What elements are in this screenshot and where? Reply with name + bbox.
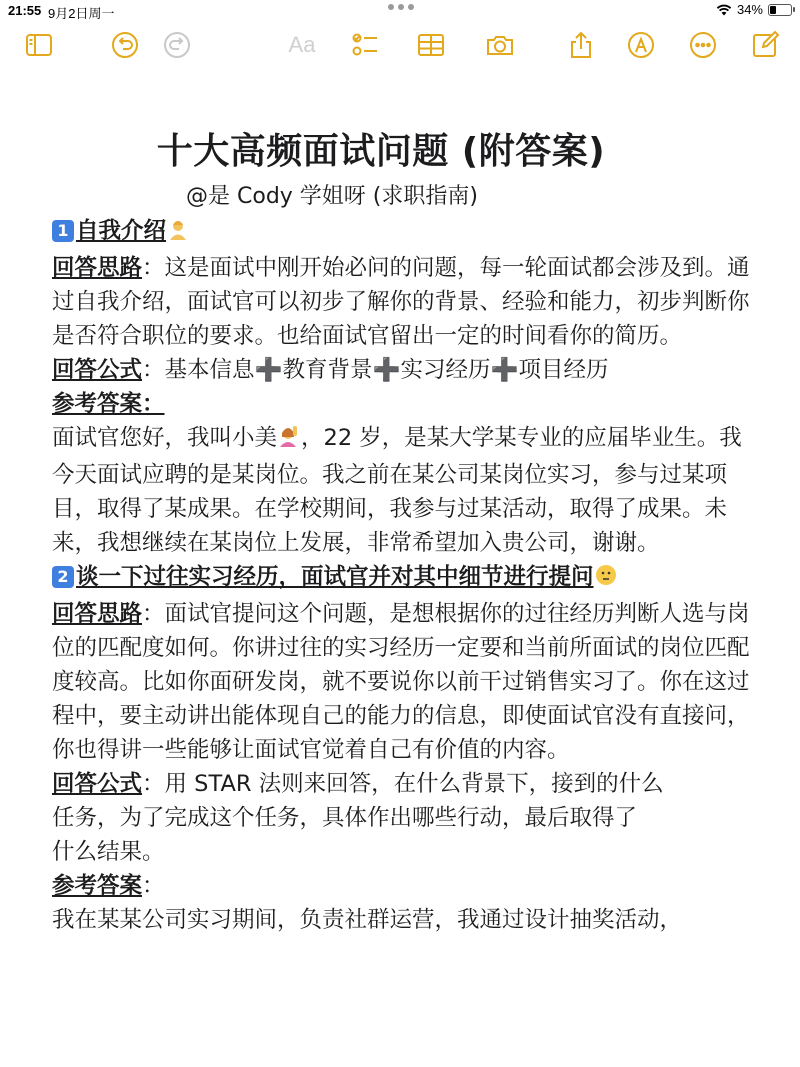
q1-approach-label: 回答思路 <box>52 255 143 281</box>
q1-formula-text: ：基本信息➕教育背景➕实习经历➕项目经历 <box>142 357 609 383</box>
q2-heading-line <box>52 560 762 597</box>
q2-approach-text: ：面试官提问这个问题，是想根据你的过往经历判断人选与岗位的匹配度如何。你讲过往的实习经历一定要和当前所面试的岗位匹配度较高。比如你面研发岗，就不要说你以前干过销售实习了。你在这过程中，要主动讲出能体现自己的能力的信息，即使面试官没有直接问，你也得讲一些能够让面试官觉着自己有价值的内容。 <box>52 601 750 763</box>
q1-heading-line <box>52 214 762 251</box>
q1-answer-label-line <box>52 387 762 421</box>
q1-answer <box>52 421 762 560</box>
q1-answer-text-1: 面试官您好，我叫小美 <box>52 425 278 451</box>
keycap-number-badge: 2 <box>52 566 74 588</box>
multitasking-dots[interactable] <box>388 4 414 10</box>
q2-answer-label: 参考答案 <box>52 873 143 899</box>
raising-hand-emoji-icon <box>277 424 301 458</box>
status-bar <box>0 0 800 22</box>
format-icon[interactable]: Aa <box>288 32 316 57</box>
checklist-icon[interactable] <box>348 28 382 62</box>
q2-formula <box>52 767 762 869</box>
camera-icon[interactable] <box>483 28 517 62</box>
share-icon[interactable] <box>564 28 598 62</box>
wifi-icon <box>716 4 732 16</box>
keycap-number-badge: 1 <box>52 220 74 242</box>
q2-answer-label-line <box>52 869 762 903</box>
table-icon[interactable] <box>414 28 448 62</box>
q2-answer <box>52 903 762 937</box>
q1-approach <box>52 251 762 353</box>
q1-formula <box>52 353 762 387</box>
markup-pen-icon[interactable] <box>624 28 658 62</box>
q2-formula-label: 回答公式 <box>52 771 143 797</box>
q1-answer-text-2: ，22 岁，是某大学某专业的应届毕业生。我今天面试应聘的是某岗位。我之前在某公司某岗位实习，参与过某项目，取得了某成果。在学校期间，我参与过某活动，取得了成果。未来，我想继续在某岗位上发展，非常希望加入贵公司，谢谢。 <box>52 425 742 556</box>
q1-answer-label: 参考答案： <box>52 391 165 417</box>
q2-answer-text: 我在某某公司实习期间，负责社群运营，我通过设计抽奖活动， <box>52 907 683 933</box>
q2-approach-label: 回答思路 <box>52 601 143 627</box>
q2-formula-text-2: 任务，为了完成这个任务，具体作出哪些行动，最后取得了 <box>52 805 638 831</box>
person-emoji-icon <box>166 217 190 251</box>
battery-icon <box>768 4 792 16</box>
note-byline: @是 Cody 学姐呀 (求职指南) <box>186 184 478 209</box>
status-time: 21:55 <box>8 3 42 18</box>
redo-icon[interactable] <box>160 28 194 62</box>
q1-approach-text: ：这是面试中刚开始必问的问题，每一轮面试都会涉及到。通过自我介绍，面试官可以初步了解你的背景、经验和能力，初步判断你是否符合职位的要求。也给面试官留出一定的时间看你的简历。 <box>52 255 750 349</box>
battery-percent: 34% <box>736 2 763 17</box>
note-title: 十大高频面试问题 (附答案) <box>156 131 606 172</box>
q1-heading: 自我介绍 <box>76 218 167 244</box>
q2-approach <box>52 597 762 767</box>
undo-icon[interactable] <box>108 28 142 62</box>
q2-formula-text-3: 什么结果。 <box>52 839 165 865</box>
status-right <box>716 2 792 17</box>
note-body[interactable] <box>52 128 762 937</box>
status-date: 9月2日周一 <box>48 6 115 21</box>
q2-formula-text-1: ：用 STAR 法则来回答，在什么背景下，接到的什么 <box>142 771 664 797</box>
compose-icon[interactable] <box>748 28 782 62</box>
q2-heading: 谈一下过往实习经历，面试官并对其中细节进行提问 <box>76 564 594 590</box>
bottom-fade <box>0 1025 800 1067</box>
notes-toolbar <box>0 24 800 64</box>
thinking-face-emoji-icon <box>594 563 618 597</box>
q1-formula-label: 回答公式 <box>52 357 143 383</box>
q2-answer-colon: ： <box>142 873 165 899</box>
sidebar-icon[interactable] <box>22 28 56 62</box>
more-icon[interactable] <box>686 28 720 62</box>
